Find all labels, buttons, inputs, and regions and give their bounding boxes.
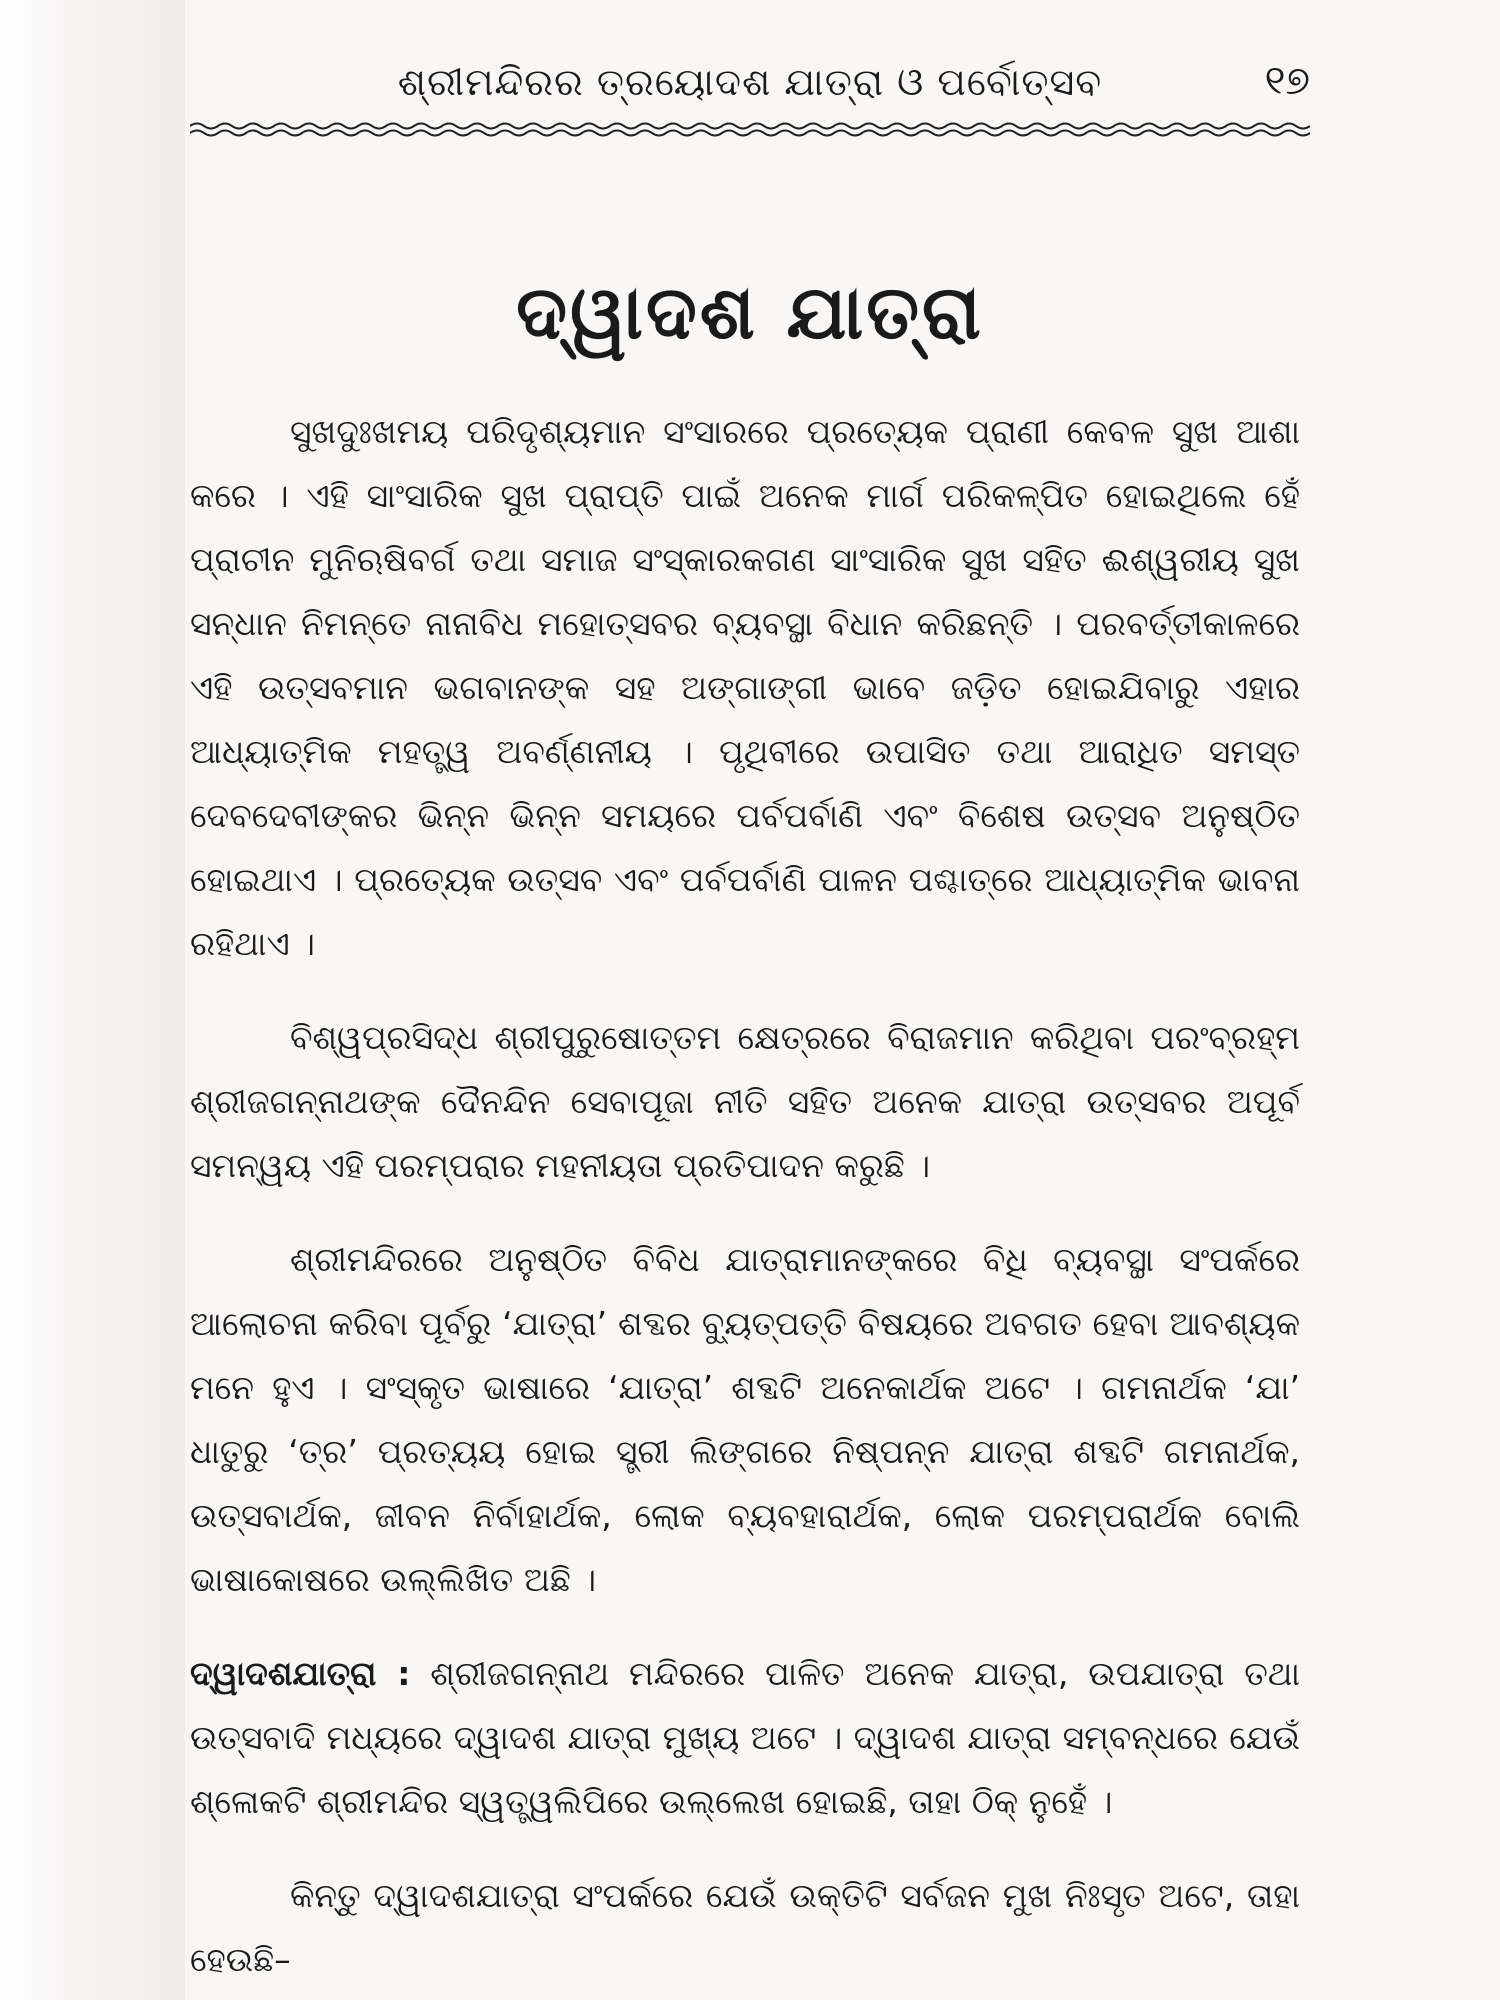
page-number: ୧୭ [1264, 58, 1310, 104]
running-header [190, 50, 1310, 110]
paragraph-purushottam: ବିଶ୍ୱପ୍ରସିଦ୍ଧ ଶ୍ରୀପୁରୁଷୋତ୍ତମ କ୍ଷେତ୍ରରେ ବିରାଜମାନ କରିଥିବା ପରଂବ୍ରହ୍ମ ଶ୍ରୀଜଗନ୍ନାଥଙ୍କ ଦୈନନ୍ଦିନ ସେବାପୂଜା ନୀତି ସହିତ ଅନେକ ଯାତ୍ରା ଉତ୍ସବର ଅପୂର୍ବ ସମନ୍ୱୟ ଏହି ପରମ୍ପରାର ମହନୀୟତା ପ୍ରତିପାଦନ କରୁଛି । [190, 1018, 1300, 1185]
wavy-header-rule [190, 118, 1310, 140]
paragraph-closing: କିନ୍ତୁ ଦ୍ୱାଦଶଯାତ୍ରା ସଂପର୍କରେ ଯେଉଁ ଉକ୍ତିଟି ସର୍ବଜନ ମୁଖ ନିଃସୃତ ଅଟେ, ତାହା ହେଉଛି– [190, 1876, 1300, 1979]
paragraph-definition [190, 1642, 1300, 1834]
page-gutter-shadow [0, 0, 185, 2000]
running-title: ଶ୍ରୀମନ୍ଦିରର ତ୍ରୟୋଦଶ ଯାତ୍ରା ଓ ପର୍ବୋତ୍ସବ [397, 60, 1103, 104]
definition-term: ଦ୍ୱାଦଶଯାତ୍ରା : [190, 1654, 411, 1693]
paragraph-yatra-etymology: ଶ୍ରୀମନ୍ଦିରରେ ଅନୁଷ୍ଠିତ ବିବିଧ ଯାତ୍ରାମାନଙ୍କରେ ବିଧି ବ୍ୟବସ୍ଥା ସଂପର୍କରେ ଆଲୋଚନା କରିବା ପୂର୍ବରୁ ‘ଯାତ୍ରା’ ଶବ୍ଦର ବ୍ୟୁତ୍ପତ୍ତି ବିଷୟରେ ଅବଗତ ହେବା ଆବଶ୍ୟକ ମନେ ହୁଏ । ସଂସ୍କୃତ ଭାଷାରେ ‘ଯାତ୍ରା’ ଶବ୍ଦଟି ଅନେକାର୍ଥକ ଅଟେ । ଗମନାର୍ଥକ ‘ଯା’ ଧାତୁରୁ ‘ତ୍ର’ ପ୍ରତ୍ୟୟ ହୋଇ ସ୍ତ୍ରୀ ଲିଙ୍ଗରେ ନିଷ୍ପନ୍ନ ଯାତ୍ରା ଶବ୍ଦଟି ଗମନାର୍ଥକ, ଉତ୍ସବାର୍ଥକ, ଜୀବନ ନିର୍ବାହାର୍ଥକ, ଲୋକ ବ୍ୟବହାରାର୍ଥକ, ଲୋକ ପରମ୍ପରାର୍ଥକ ବୋଲି ଭାଷାକୋଷରେ ଉଲ୍ଲିଖିତ ଅଛି । [190, 1240, 1300, 1599]
chapter-title: ଦ୍ୱାଦଶ ଯାତ୍ରା [516, 270, 984, 356]
paragraph-intro: ସୁଖଦୁଃଖମୟ ପରିଦୃଶ୍ୟମାନ ସଂସାରରେ ପ୍ରତ୍ୟେକ ପ୍ରାଣୀ କେବଳ ସୁଖ ଆଶା କରେ । ଏହି ସାଂସାରିକ ସୁଖ ପ୍ରାପ୍ତି ପାଇଁ ଅନେକ ମାର୍ଗ ପରିକଳ୍ପିତ ହୋଇଥିଲେ ହେଁ ପ୍ରାଚୀନ ମୁନିଋଷିବର୍ଗ ତଥା ସମାଜ ସଂସ୍କାରକଗଣ ସାଂସାରିକ ସୁଖ ସହିତ ଈଶ୍ୱରୀୟ ସୁଖ ସନ୍ଧାନ ନିମନ୍ତେ ନାନାବିଧ ମହୋତ୍ସବର ବ୍ୟବସ୍ଥା ବିଧାନ କରିଛନ୍ତି । ପରବର୍ତ୍ତୀକାଳରେ ଏହି ଉତ୍ସବମାନ ଭଗବାନଙ୍କ ସହ ଅଙ୍ଗାଙ୍ଗୀ ଭାବେ ଜଡ଼ିତ ହୋଇଯିବାରୁ ଏହାର ଆଧ୍ୟାତ୍ମିକ ମହତ୍ତ୍ୱ ଅବର୍ଣ୍ଣନୀୟ । ପୃଥିବୀରେ ଉପାସିତ ତଥା ଆରାଧିତ ସମସ୍ତ ଦେବଦେବୀଙ୍କର ଭିନ୍ନ ଭିନ୍ନ ସମୟରେ ପର୍ବପର୍ବାଣି ଏବଂ ବିଶେଷ ଉତ୍ସବ ଅନୁଷ୍ଠିତ ହୋଇଥାଏ । ପ୍ରତ୍ୟେକ ଉତ୍ସବ ଏବଂ ପର୍ବପର୍ବାଣି ପାଳନ ପଶ୍ଚାତ୍‌ରେ ଆଧ୍ୟାତ୍ମିକ ଭାବନା ରହିଥାଏ । [190, 412, 1300, 963]
definition-text: ଶ୍ରୀଜଗନ୍ନାଥ ମନ୍ଦିରରେ ପାଳିତ ଅନେକ ଯାତ୍ରା, ଉପଯାତ୍ରା ତଥା ଉତ୍ସବାଦି ମଧ୍ୟରେ ଦ୍ୱାଦଶ ଯାତ୍ରା ମୁଖ୍ୟ ଅଟେ । ଦ୍ୱାଦଶ ଯାତ୍ରା ସମ୍ବନ୍ଧରେ ଯେଉଁ ଶ୍ଳୋକଟି ଶ୍ରୀମନ୍ଦିର ସ୍ୱତ୍ତ୍ୱଲିପିରେ ଉଲ୍ଲେଖ ହୋଇଛି, ତାହା ଠିକ୍ ନୁହେଁ । [190, 1654, 1300, 1821]
body-text [190, 400, 1300, 1992]
